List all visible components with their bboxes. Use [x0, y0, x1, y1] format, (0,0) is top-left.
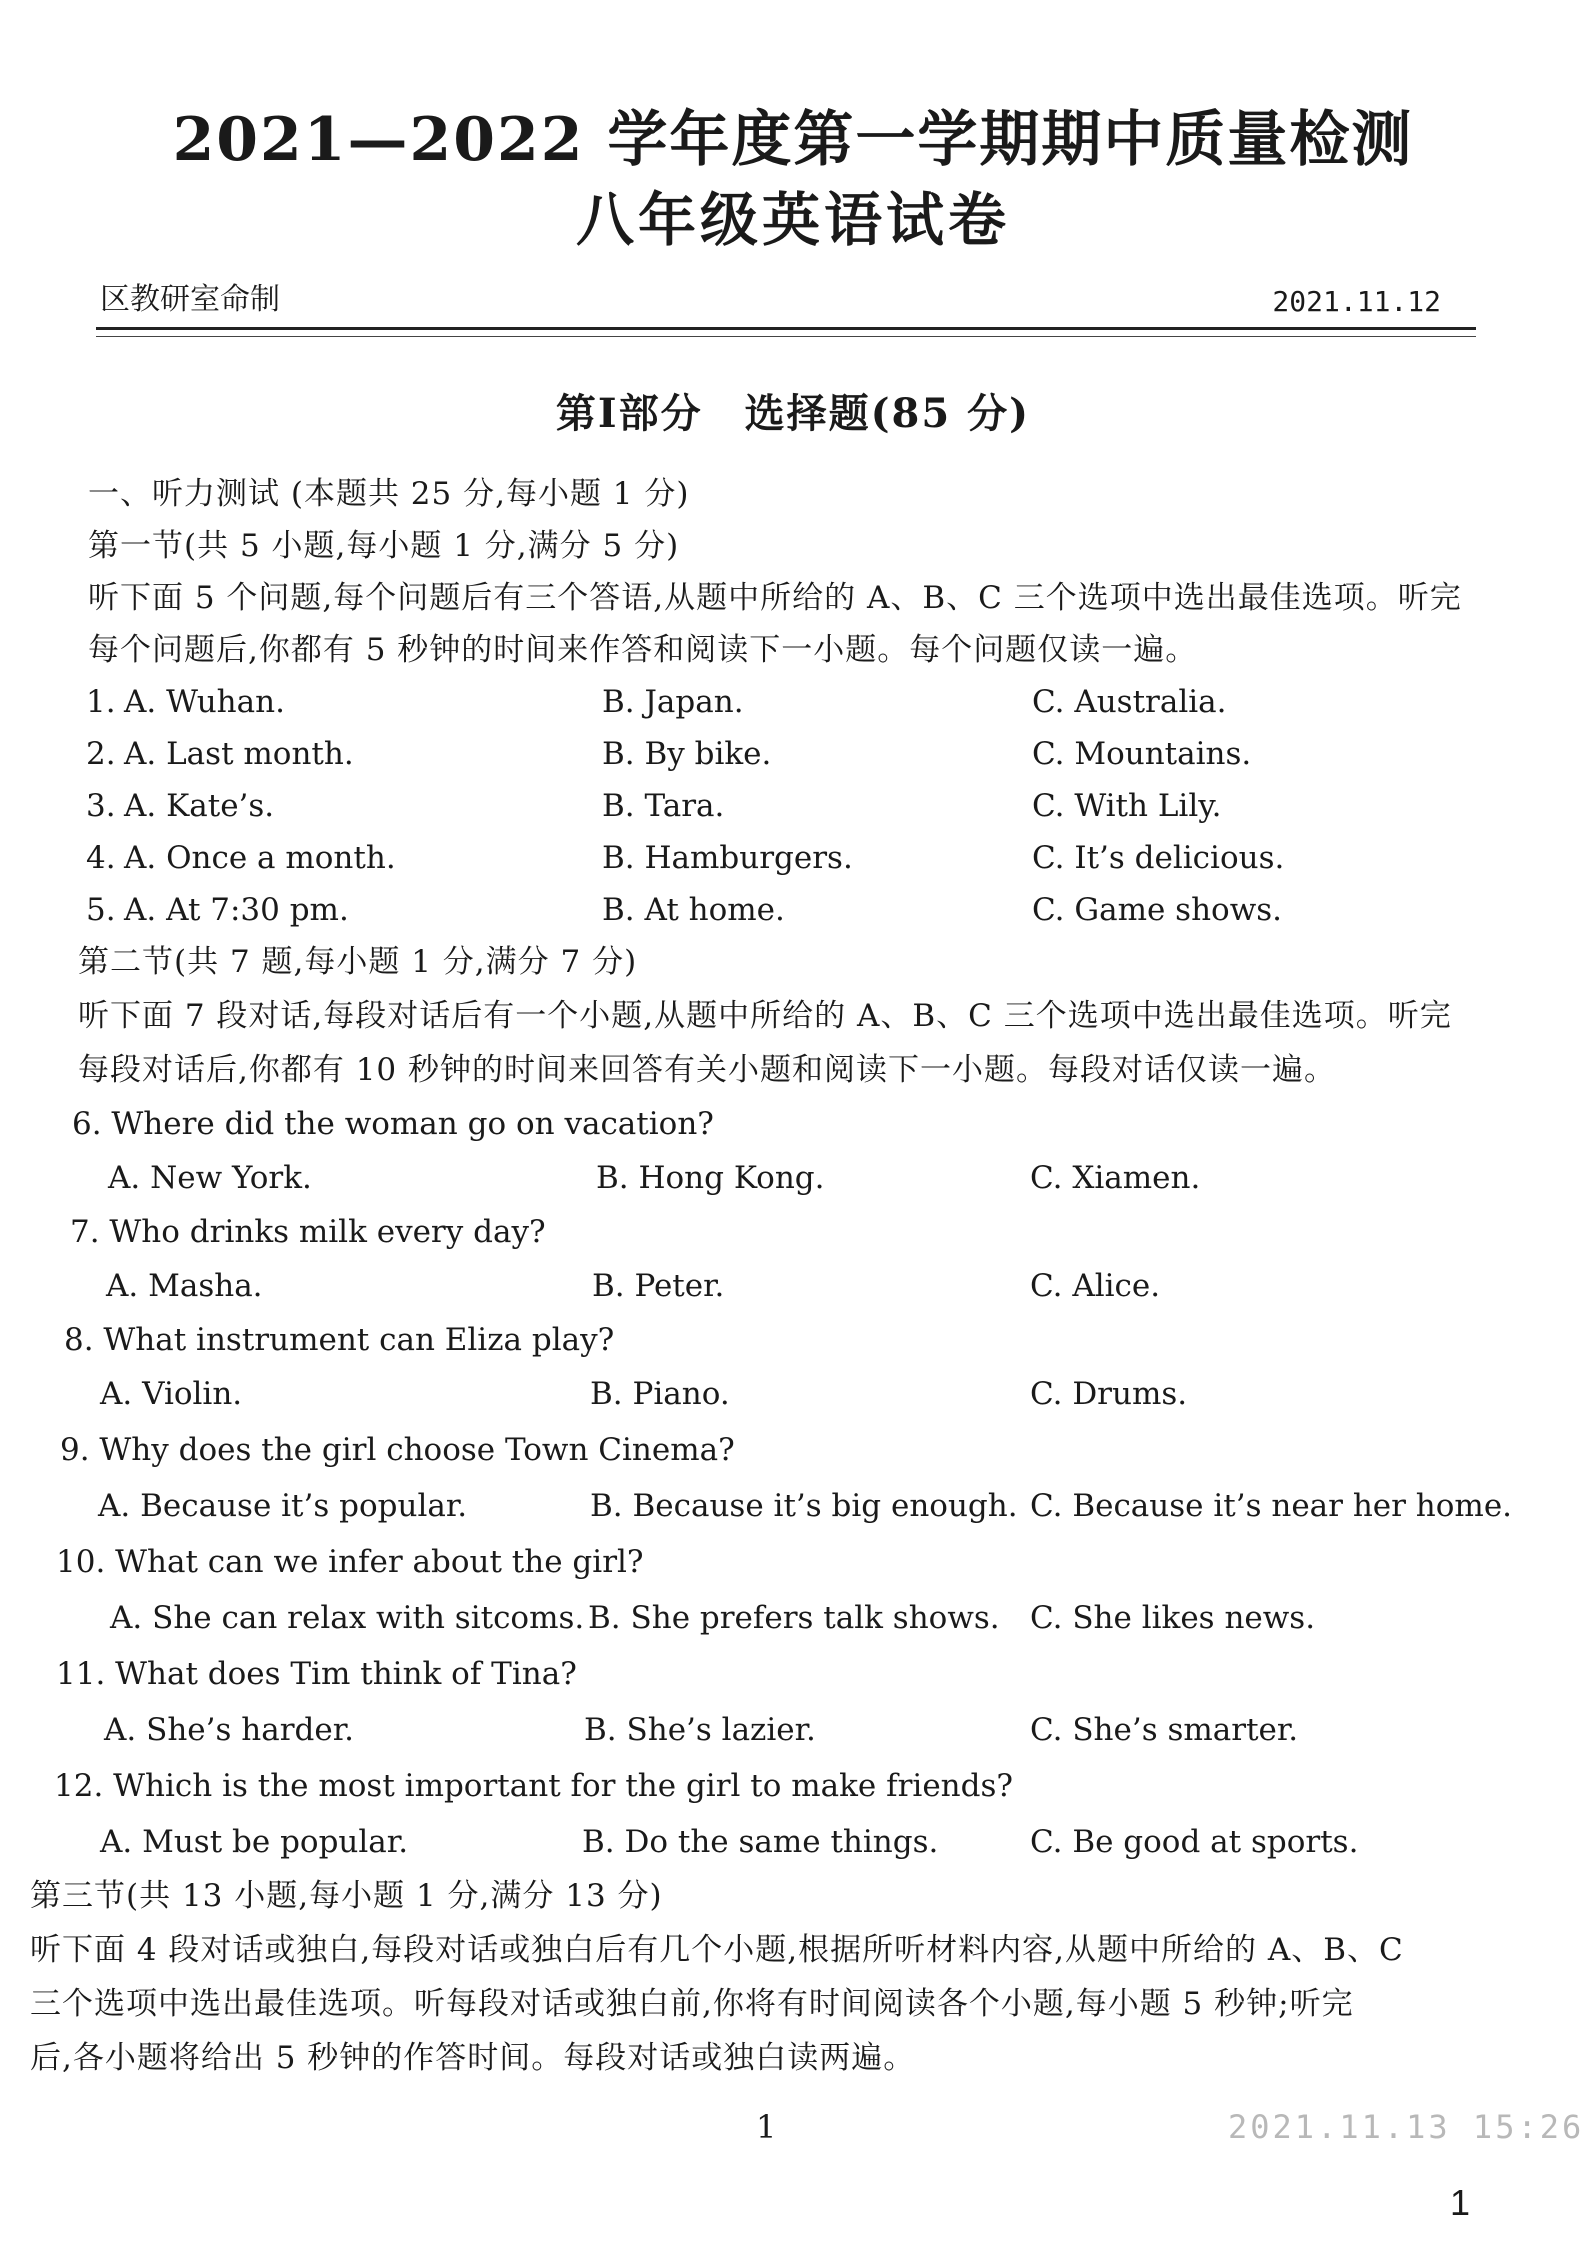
option-b: B. Do the same things. — [582, 1824, 939, 1860]
section1-heading: 第一节(共 5 小题,每小题 1 分,满分 5 分) — [88, 528, 680, 564]
section3-instruction: 后,各小题将给出 5 秒钟的作答时间。每段对话或独白读两遍。 — [30, 2040, 916, 2076]
option-b: B. Japan. — [602, 684, 744, 720]
option-a: A. Kate’s. — [124, 788, 275, 824]
question-text: 9. Why does the girl choose Town Cinema? — [60, 1432, 735, 1468]
question-number: 3. — [86, 788, 116, 824]
corner-number: 1 — [1450, 2182, 1471, 2223]
option-a: A. Violin. — [100, 1376, 243, 1412]
option-c: C. Australia. — [1032, 684, 1227, 720]
option-b: B. Peter. — [592, 1268, 725, 1304]
option-c: C. With Lily. — [1032, 788, 1222, 824]
option-b: B. At home. — [602, 892, 785, 928]
question-number: 5. — [86, 892, 116, 928]
option-a: A. Last month. — [124, 736, 354, 772]
option-c: C. Because it’s near her home. — [1030, 1488, 1513, 1524]
section3-instruction: 三个选项中选出最佳选项。听每段对话或独白前,你将有时间阅读各个小题,每小题 5 秒钟;听完 — [30, 1986, 1354, 2022]
option-b: B. Tara. — [602, 788, 725, 824]
option-a: A. Must be popular. — [100, 1824, 409, 1860]
question-text: 7. Who drinks milk every day? — [70, 1214, 546, 1250]
section2-heading: 第二节(共 7 题,每小题 1 分,满分 7 分) — [78, 944, 638, 980]
option-c: C. Mountains. — [1032, 736, 1252, 772]
section3-heading: 第三节(共 13 小题,每小题 1 分,满分 13 分) — [30, 1878, 663, 1914]
option-a: A. At 7:30 pm. — [124, 892, 349, 928]
option-b: B. Because it’s big enough. — [590, 1488, 1018, 1524]
section3-instruction: 听下面 4 段对话或独白,每段对话或独白后有几个小题,根据所听材料内容,从题中所给的 A、B、C — [30, 1932, 1404, 1968]
option-b: B. Piano. — [590, 1376, 730, 1412]
option-b: B. By bike. — [602, 736, 772, 772]
option-c: C. Drums. — [1030, 1376, 1188, 1412]
part-title: 第Ⅰ部分 选择题(85 分) — [555, 390, 1031, 437]
section1-instruction: 每个问题后,你都有 5 秒钟的时间来作答和阅读下一小题。每个问题仅读一遍。 — [88, 632, 1198, 668]
option-b: B. Hamburgers. — [602, 840, 853, 876]
option-a: A. Because it’s popular. — [98, 1488, 468, 1524]
option-a: A. New York. — [108, 1160, 312, 1196]
option-a: A. She’s harder. — [104, 1712, 354, 1748]
question-number: 4. — [86, 840, 116, 876]
option-b: B. Hong Kong. — [596, 1160, 825, 1196]
option-b: B. She’s lazier. — [584, 1712, 816, 1748]
option-c: C. Alice. — [1030, 1268, 1161, 1304]
question-text: 8. What instrument can Eliza play? — [64, 1322, 615, 1358]
option-a: A. She can relax with sitcoms. — [110, 1600, 585, 1636]
option-c: C. She’s smarter. — [1030, 1712, 1299, 1748]
option-b: B. She prefers talk shows. — [588, 1600, 1000, 1636]
header-rule-thin — [96, 336, 1476, 337]
question-text: 11. What does Tim think of Tina? — [56, 1656, 577, 1692]
section2-instruction: 听下面 7 段对话,每段对话后有一个小题,从题中所给的 A、B、C 三个选项中选出最佳选项。听完 — [78, 998, 1452, 1034]
question-number: 1. — [86, 684, 116, 720]
option-c: C. She likes news. — [1030, 1600, 1316, 1636]
issuer: 区教研室命制 — [100, 282, 280, 317]
option-a: A. Wuhan. — [124, 684, 285, 720]
exam-subtitle: 八年级英语试卷 — [575, 186, 1010, 254]
header-rule — [96, 327, 1476, 330]
option-c: C. Be good at sports. — [1030, 1824, 1359, 1860]
question-text: 10. What can we infer about the girl? — [56, 1544, 644, 1580]
listening-heading: 一、听力测试 (本题共 25 分,每小题 1 分) — [88, 476, 690, 512]
option-a: A. Masha. — [106, 1268, 263, 1304]
option-c: C. It’s delicious. — [1032, 840, 1285, 876]
question-text: 12. Which is the most important for the girl to make friends? — [54, 1768, 1014, 1804]
exam-date: 2021.11.12 — [1272, 285, 1441, 318]
option-c: C. Game shows. — [1032, 892, 1282, 928]
option-c: C. Xiamen. — [1030, 1160, 1201, 1196]
exam-title: 2021—2022 学年度第一学期期中质量检测 — [172, 105, 1414, 175]
section1-instruction: 听下面 5 个问题,每个问题后有三个答语,从题中所给的 A、B、C 三个选项中选出最佳选项。听完 — [88, 580, 1462, 616]
section2-instruction: 每段对话后,你都有 10 秒钟的时间来回答有关小题和阅读下一小题。每段对话仅读一遍。 — [78, 1052, 1337, 1088]
question-text: 6. Where did the woman go on vacation? — [72, 1106, 714, 1142]
question-number: 2. — [86, 736, 116, 772]
page-number: 1 — [756, 2108, 777, 2146]
option-a: A. Once a month. — [124, 840, 396, 876]
scan-timestamp: 2021.11.13 15:26 — [1228, 2108, 1585, 2146]
